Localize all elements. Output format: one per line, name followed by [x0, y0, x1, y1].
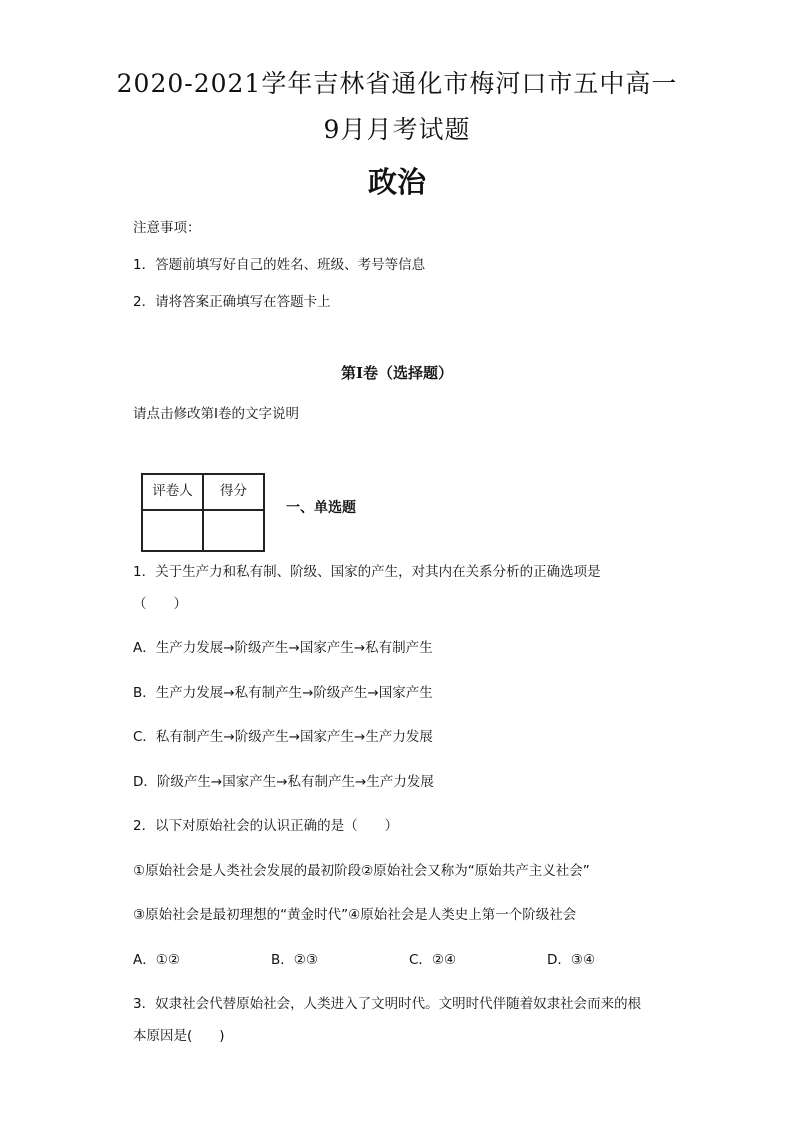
question-2-option-d: D．③④: [547, 952, 596, 968]
section-heading-single-choice: 一、单选题: [286, 500, 356, 516]
question-2-option-c: C．②④: [409, 952, 457, 968]
question-1-option-d: D．阶级产生→国家产生→私有制产生→生产力发展: [133, 774, 434, 790]
exam-title-line2: 9月月考试题: [323, 115, 471, 144]
question-1-option-b: B．生产力发展→私有制产生→阶级产生→国家产生: [133, 685, 433, 701]
question-2-stem: 2．以下对原始社会的认识正确的是（ ）: [133, 818, 399, 834]
question-1-bracket: （ ）: [133, 596, 187, 612]
notes-item-2: 2．请将答案正确填写在答题卡上: [133, 294, 331, 310]
question-2-option-a: A．①②: [133, 952, 180, 968]
question-1-option-a: A．生产力发展→阶级产生→国家产生→私有制产生: [133, 640, 433, 656]
question-1-stem: 1．关于生产力和私有制、阶级、国家的产生，对其内在关系分析的正确选项是: [133, 564, 601, 580]
score-label: 得分: [203, 474, 264, 510]
question-1-option-c: C．私有制产生→阶级产生→国家产生→生产力发展: [133, 729, 433, 745]
part1-description[interactable]: 请点击修改第I卷的文字说明: [133, 406, 299, 422]
score-table: [141, 473, 265, 552]
score-cell[interactable]: [203, 510, 264, 551]
question-3-stem: 3．奴隶社会代替原始社会，人类进入了文明时代。文明时代伴随着奴隶社会而来的根: [133, 996, 642, 1012]
grader-cell[interactable]: [142, 510, 203, 551]
exam-title-line1: 2020-2021学年吉林省通化市梅河口市五中高一: [116, 69, 678, 98]
subject-title: 政治: [367, 165, 426, 199]
notes-heading: 注意事项：: [133, 220, 201, 236]
question-3-stem-continued: 本原因是( ): [133, 1028, 225, 1044]
question-2-statement-1: ①原始社会是人类社会发展的最初阶段②原始社会又称为“原始共产主义社会”: [133, 863, 590, 879]
grader-label: 评卷人: [142, 474, 203, 510]
notes-item-1: 1．答题前填写好自己的姓名、班级、考号等信息: [133, 257, 426, 273]
question-2-option-b: B．②③: [271, 952, 318, 968]
part1-heading: 第I卷（选择题）: [340, 364, 454, 382]
question-2-statement-2: ③原始社会是最初理想的“黄金时代”④原始社会是人类史上第一个阶级社会: [133, 907, 577, 923]
